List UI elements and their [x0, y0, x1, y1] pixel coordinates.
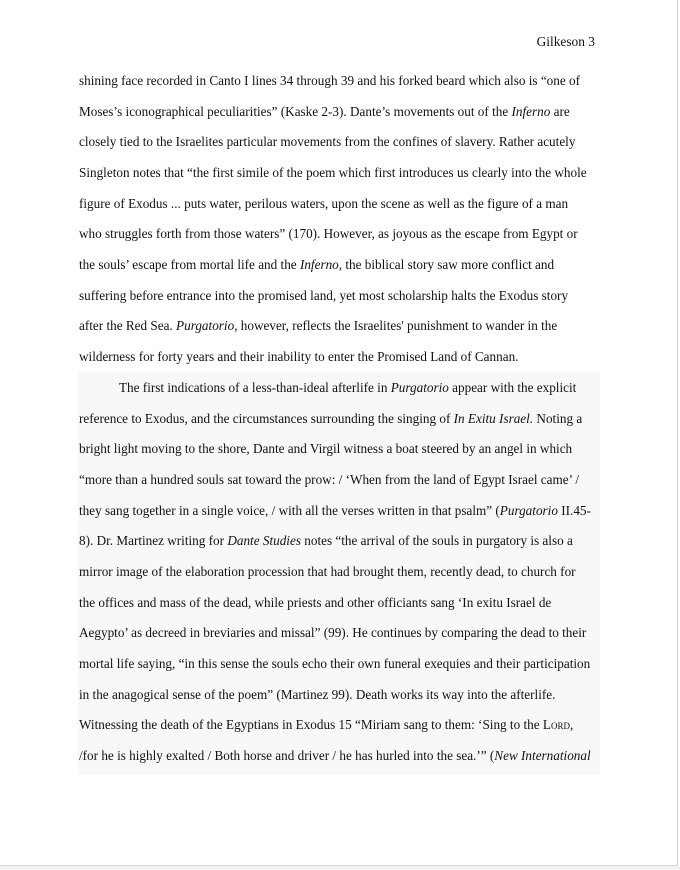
text-line — [79, 195, 568, 213]
text-line — [79, 532, 573, 550]
text-run: are — [550, 103, 570, 119]
text-line — [79, 440, 572, 458]
text-line — [79, 72, 580, 90]
text-run: the biblical story saw more conflict and — [342, 257, 555, 273]
text-run: Noting a — [533, 410, 583, 426]
italic-title: Purgatorio — [390, 379, 449, 395]
italic-title: Dante Studies — [227, 533, 301, 549]
text-line — [79, 747, 591, 765]
text-run: /for he is highly exalted / Both horse and driver / he has hurled into the sea.’” ( — [79, 748, 495, 763]
text-line — [79, 502, 591, 520]
text-line — [79, 563, 576, 581]
text-run: mirror image of the elaboration procession that had brought them, recently dead, to church for — [79, 563, 576, 579]
text-run: , however, reflects the Israelites' punishment to wander in the — [234, 318, 558, 334]
small-caps-text: Lord — [542, 717, 570, 733]
text-line — [79, 686, 555, 704]
text-line — [79, 164, 587, 182]
text-run: Moses’s iconographical peculiarities” (Kaske 2-3). Dante’s movements out of the — [79, 103, 512, 119]
paragraph-first-line — [119, 379, 576, 397]
text-run: notes “the arrival of the souls in purgatory is also a — [300, 533, 573, 549]
text-run: they sang together in a single voice, / with all the verses written in that psalm” ( — [79, 502, 500, 518]
text-line — [79, 317, 557, 335]
text-run: appear with the explicit — [448, 379, 577, 395]
text-line — [79, 287, 568, 305]
text-run: closely tied to the Israelites particular movements from the confines of slavery. Rather acutely — [79, 134, 576, 150]
text-line — [79, 348, 518, 366]
text-run: “more than a hundred souls sat toward the prow: / ‘When from the land of Egypt Israel came’ / — [79, 471, 579, 487]
text-line — [79, 410, 582, 428]
text-line — [79, 594, 551, 612]
italic-title: Inferno — [511, 103, 551, 119]
italic-title: Inferno, — [299, 257, 343, 273]
italic-title: Purgatorio — [499, 502, 558, 518]
text-run: Singleton notes that “the first simile of the poem which first introduces us clearly into the whole — [79, 165, 587, 180]
running-head: Gilkeson 3 — [536, 34, 595, 49]
text-run: wilderness for forty years and their inability to enter the Promised Land of Cannan. — [79, 349, 519, 365]
text-line — [79, 103, 570, 121]
text-run: the offices and mass of the dead, while priests and other officiants sang ‘In exitu Israel de — [79, 594, 552, 610]
text-line — [79, 716, 573, 734]
italic-title: In Exitu Israel. — [453, 410, 534, 426]
text-line — [79, 655, 590, 673]
text-run: Aegypto’ as decreed in breviaries and missal” (99). He continues by comparing the dead to their — [79, 625, 587, 641]
text-run: who struggles forth from those waters” (170). However, as joyous as the escape from Egypt or — [79, 226, 578, 242]
text-line — [79, 225, 578, 243]
text-run: bright light moving to the shore, Dante and Virgil witness a boat steered by an angel in which — [79, 441, 573, 457]
text-run: Witnessing the death of the Egyptians in Exodus 15 “Miriam sang to them: ‘Sing to the — [79, 717, 543, 733]
text-line — [79, 256, 554, 274]
text-run: after the Red Sea. — [79, 318, 177, 334]
text-run: suffering before entrance into the promised land, yet most scholarship halts the Exodus story — [79, 287, 569, 303]
text-run: , — [569, 717, 574, 733]
page-bottom-edge — [0, 866, 680, 870]
text-line — [79, 133, 575, 151]
text-run: 8). Dr. Martinez writing for — [79, 533, 228, 549]
text-run: II.45- — [557, 502, 591, 518]
text-run: the souls’ escape from mortal life and the — [79, 257, 300, 273]
text-run: figure of Exodus ... puts water, perilous waters, upon the scene as well as the figure of a man — [79, 195, 569, 211]
text-run: shining face recorded in Canto I lines 34 through 39 and his forked beard which also is “one of — [79, 73, 580, 88]
text-run: mortal life saying, “in this sense the souls echo their own funeral exequies and their participation — [79, 655, 591, 671]
text-line — [79, 471, 579, 489]
italic-title: Purgatorio — [176, 318, 235, 334]
italic-title: New International — [494, 748, 591, 763]
text-run: in the anagogical sense of the poem” (Martinez 99). Death works its way into the afterlife. — [79, 686, 556, 702]
text-run: The first indications of a less-than-ideal afterlife in — [119, 379, 391, 395]
text-line — [79, 624, 586, 642]
text-run: reference to Exodus, and the circumstances surrounding the singing of — [79, 410, 454, 426]
